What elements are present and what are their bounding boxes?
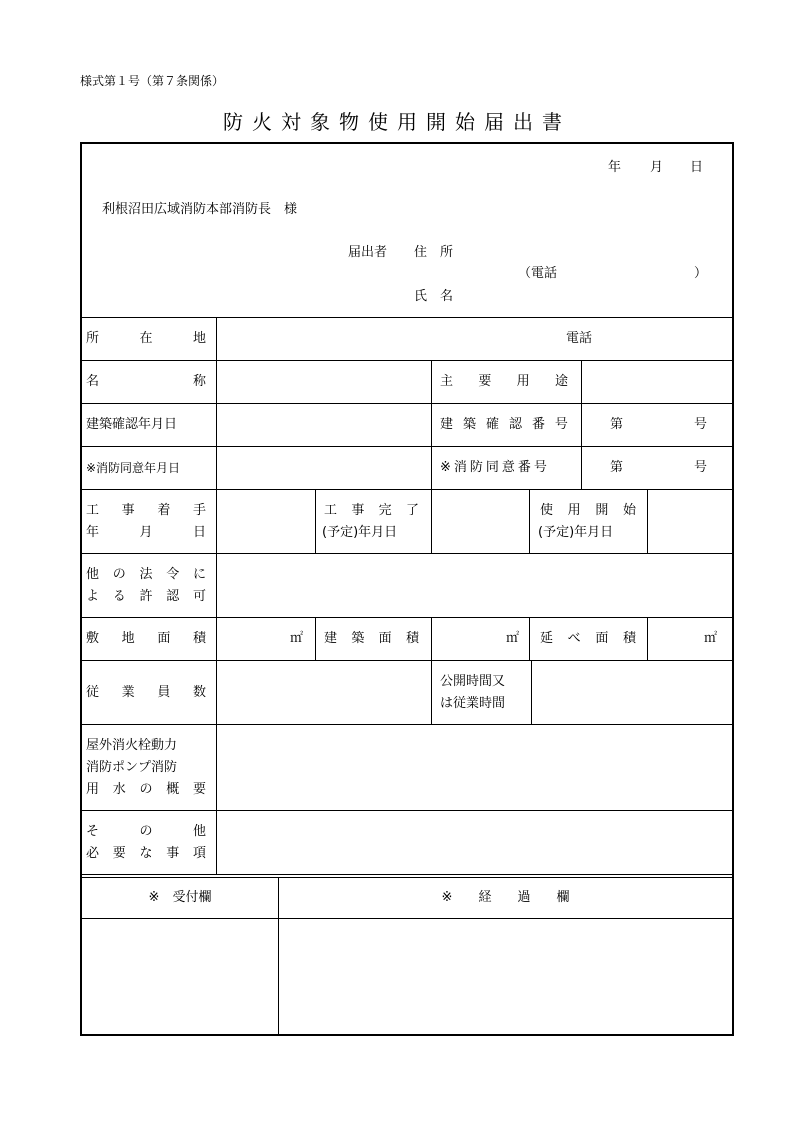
employees-label: 従 業 員 数 (86, 685, 206, 700)
main-use-label: 主 要 用 途 (440, 374, 568, 389)
building-area-unit: ㎡ (506, 631, 520, 646)
dai-label: 第 (610, 417, 624, 432)
use-start-label-1: 使 用 開 始 (540, 503, 636, 518)
fire-consent-date-label: ※消防同意年月日 (86, 461, 181, 475)
construction-end-label-2: (予定)年月日 (322, 525, 398, 540)
phone-open-label: （電話 (518, 266, 558, 281)
floor-area-label: 延 べ 面 積 (540, 631, 636, 646)
notification-form (80, 142, 734, 1036)
misc-label-2: 必 要 な 事 項 (86, 846, 206, 861)
dai-label-2: 第 (610, 460, 624, 475)
site-area-unit: ㎡ (290, 631, 304, 646)
misc-label-1: そ の 他 (86, 824, 206, 839)
build-confirm-date-label: 建築確認年月日 (86, 417, 178, 432)
date-day-label: 日 (690, 160, 704, 175)
page-title: 防火対象物使用開始届出書 (223, 110, 571, 134)
addressee: 利根沼田広域消防本部消防長 様 (102, 202, 298, 217)
hydrant-label-3: 用 水 の 概 要 (86, 782, 206, 797)
reception-column-header: ※ 受付欄 (148, 890, 212, 905)
hours-label-2: は従業時間 (440, 696, 506, 711)
address-label: 住 所 (414, 245, 454, 260)
notifier-label: 届出者 (348, 245, 388, 260)
floor-area-unit: ㎡ (704, 631, 718, 646)
fire-consent-no-label: ※消防同意番号 (440, 460, 550, 475)
construction-start-label-1: 工 事 着 手 (86, 503, 206, 518)
construction-end-label-1: 工 事 完 了 (324, 503, 419, 518)
build-confirm-no-label: 建 築 確 認 番 号 (440, 417, 568, 432)
site-area-label: 敷 地 面 積 (86, 631, 206, 646)
phone-label: 電話 (566, 331, 593, 346)
hours-label-1: 公開時間又 (440, 674, 506, 689)
use-start-label-2: (予定)年月日 (538, 525, 614, 540)
date-year-label: 年 (608, 160, 622, 175)
other-law-label-1: 他 の 法 令 に (86, 567, 206, 582)
progress-column-header: ※ 経 過 欄 (441, 890, 570, 905)
building-area-label: 建 築 面 積 (324, 631, 419, 646)
construction-start-label-2: 年 月 日 (86, 525, 206, 540)
hydrant-label-1: 屋外消火栓動力 (86, 738, 178, 753)
date-month-label: 月 (650, 160, 664, 175)
location-label: 所 在 地 (86, 331, 206, 346)
hydrant-label-2: 消防ポンプ消防 (86, 760, 178, 775)
other-law-label-2: よ る 許 認 可 (86, 589, 206, 604)
go-label: 号 (694, 417, 708, 432)
form-number: 様式第１号（第７条関係） (80, 74, 225, 88)
name-label: 氏 名 (414, 289, 454, 304)
go-label-2: 号 (694, 460, 708, 475)
phone-close-label: ） (694, 266, 708, 281)
name-row-label: 名 称 (86, 374, 206, 389)
